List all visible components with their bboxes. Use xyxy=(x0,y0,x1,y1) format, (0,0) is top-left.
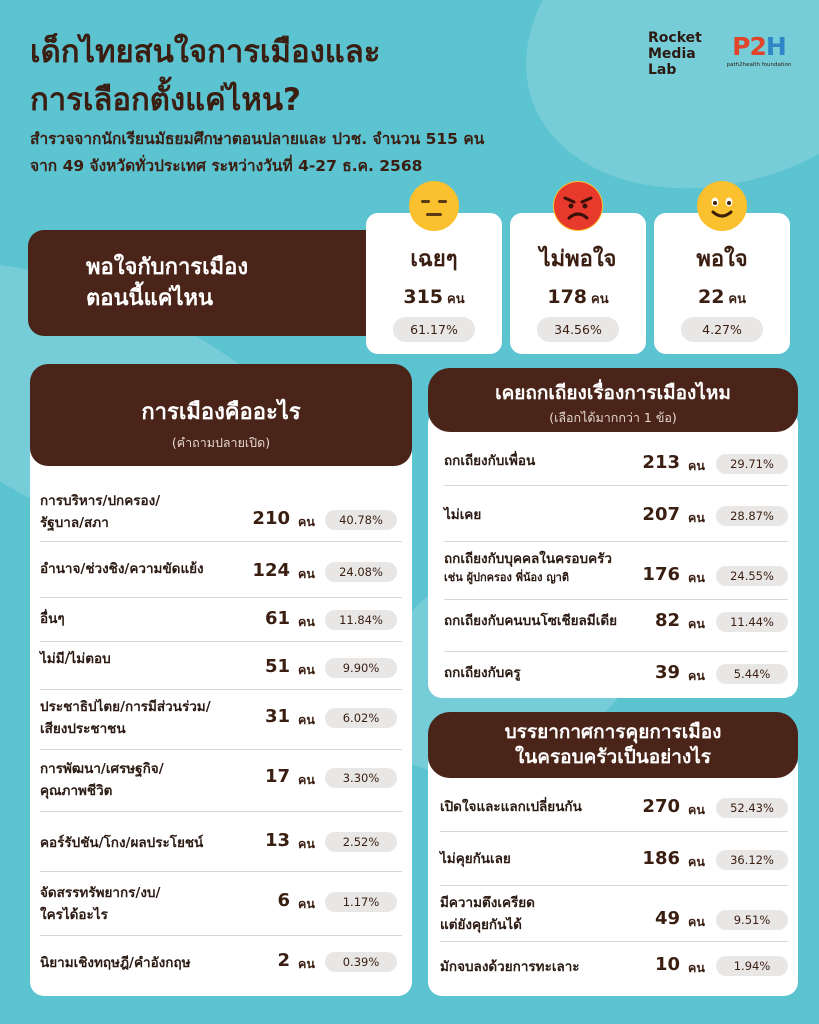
rocket-media-lab-logo xyxy=(648,30,718,78)
list-item-percent: 5.44% xyxy=(716,664,788,684)
satisfaction-percent: 34.56% xyxy=(537,317,619,342)
list-item-unit: คน xyxy=(298,836,315,851)
debate-heading: เคยถกเถียงเรื่องการเมืองไหม xyxy=(495,382,731,404)
politics-definition-header xyxy=(30,364,412,466)
list-item-label xyxy=(40,696,211,740)
satisfaction-count xyxy=(654,286,790,309)
list-item-count: 17 xyxy=(264,766,290,787)
p2h-logo-mark-p2: P2 xyxy=(732,32,766,61)
list-item-label-line-2: แต่ยังคุยกันได้ xyxy=(440,917,522,933)
list-item-label: ไม่มี/ไม่ตอบ xyxy=(40,651,111,667)
list-item-percent: 52.43% xyxy=(716,798,788,818)
list-item-label: เปิดใจและแลกเปลี่ยนกัน xyxy=(440,799,582,815)
satisfaction-count-unit: คน xyxy=(728,292,747,307)
list-item-label-line-1: ถกเถียงกับบุคคลในครอบครัว xyxy=(444,551,612,567)
list-item-count: 49 xyxy=(654,908,680,929)
list-item-label: อื่นๆ xyxy=(40,611,65,627)
list-item-label-line-1: มีความตึงเครียด xyxy=(440,895,535,911)
list-item-unit: คน xyxy=(688,616,705,631)
list-item-label-line-2: เช่น ผู้ปกครอง พี่น้อง ญาติ xyxy=(444,571,570,584)
list-item-count: 31 xyxy=(264,706,290,727)
list-item-count: 124 xyxy=(252,560,290,581)
list-item xyxy=(40,750,402,812)
list-item-unit: คน xyxy=(298,772,315,787)
list-item-label-line-2: ใครได้อะไร xyxy=(40,907,108,923)
list-item-unit: คน xyxy=(298,662,315,677)
satisfaction-percent: 4.27% xyxy=(681,317,763,342)
satisfaction-count-value: 315 xyxy=(403,286,444,308)
list-item xyxy=(444,436,788,486)
rml-logo-line-1: Rocket xyxy=(648,30,702,46)
list-item-unit: คน xyxy=(298,896,315,911)
list-item-label xyxy=(444,548,612,586)
list-item-label-line-1: การบริหาร/ปกครอง/ xyxy=(40,493,161,509)
list-item-unit: คน xyxy=(298,956,315,971)
list-item-unit: คน xyxy=(298,712,315,727)
list-item-count: 13 xyxy=(264,830,290,851)
list-item-percent: 40.78% xyxy=(325,510,397,530)
p2h-logo-mark-h: H xyxy=(765,32,786,61)
list-item xyxy=(444,542,788,600)
list-item xyxy=(444,652,788,696)
list-item xyxy=(444,600,788,652)
satisfaction-label: เฉยๆ xyxy=(410,247,458,272)
satisfaction-count xyxy=(510,286,646,309)
list-item xyxy=(40,598,402,642)
list-item xyxy=(440,782,788,832)
list-item xyxy=(40,812,402,872)
list-item-count: 207 xyxy=(642,504,680,525)
neutral-face-icon xyxy=(409,181,459,231)
list-item-label: ไม่เคย xyxy=(444,507,482,523)
list-item-label: มักจบลงด้วยการทะเลาะ xyxy=(440,959,580,975)
list-item-label: นิยามเชิงทฤษฎี/คำอังกฤษ xyxy=(40,955,191,971)
list-item-label-line-1: ประชาธิปไตย/การมีส่วนร่วม/ xyxy=(40,699,211,715)
list-item xyxy=(440,942,788,990)
family-heading-line-2: ในครอบครัวเป็นอย่างไร xyxy=(514,746,712,768)
list-item-unit: คน xyxy=(688,668,705,683)
list-item-percent: 9.90% xyxy=(325,658,397,678)
list-item-count: 270 xyxy=(642,796,680,817)
list-item-count: 213 xyxy=(642,452,680,473)
satisfaction-question xyxy=(86,252,366,314)
list-item xyxy=(444,486,788,542)
rml-logo-line-3: Lab xyxy=(648,62,677,78)
list-item-label xyxy=(40,882,160,926)
list-item-count: 51 xyxy=(264,656,290,677)
list-item-unit: คน xyxy=(688,510,705,525)
list-item-percent: 3.30% xyxy=(325,768,397,788)
page-subtitle xyxy=(30,126,630,180)
list-item-percent: 9.51% xyxy=(716,910,788,930)
debate-header xyxy=(428,368,798,432)
satisfaction-count-value: 22 xyxy=(697,286,725,308)
title-line-1: เด็กไทยสนใจการเมืองและ xyxy=(30,34,381,70)
list-item-percent: 29.71% xyxy=(716,454,788,474)
satisfaction-count-value: 178 xyxy=(547,286,588,308)
satisfaction-count-unit: คน xyxy=(447,292,465,307)
list-item-label: คอร์รัปชัน/โกง/ผลประโยชน์ xyxy=(40,835,204,851)
list-item xyxy=(440,886,788,942)
list-item-percent: 24.55% xyxy=(716,566,788,586)
satisfaction-count xyxy=(366,286,502,309)
satisfaction-question-line-2: ตอนนี้แค่ไหน xyxy=(86,286,214,311)
debate-subheading: (เลือกได้มากกว่า 1 ข้อ) xyxy=(549,410,677,425)
list-item xyxy=(40,936,402,990)
list-item-label-line-2: รัฐบาล/สภา xyxy=(40,515,109,531)
list-item-percent: 11.44% xyxy=(716,612,788,632)
smiling-face-icon xyxy=(697,181,747,231)
list-item-label xyxy=(40,490,160,534)
politics-definition-heading: การเมืองคืออะไร xyxy=(141,400,301,425)
family-header xyxy=(428,712,798,778)
list-item-unit: คน xyxy=(688,914,705,929)
list-item-percent: 6.02% xyxy=(325,708,397,728)
list-item xyxy=(40,642,402,690)
list-item-label-line-1: การพัฒนา/เศรษฐกิจ/ xyxy=(40,761,164,777)
list-item-percent: 0.39% xyxy=(325,952,397,972)
list-item-unit: คน xyxy=(688,802,705,817)
list-item-unit: คน xyxy=(298,566,315,581)
satisfaction-card-dissatisfied xyxy=(510,213,646,354)
list-item-unit: คน xyxy=(688,570,705,585)
list-item-unit: คน xyxy=(688,854,705,869)
list-item-count: 6 xyxy=(277,890,290,911)
list-item-label xyxy=(440,892,535,936)
list-item-count: 82 xyxy=(654,610,680,631)
family-heading-line-1: บรรยากาศการคุยการเมือง xyxy=(504,721,722,743)
list-item xyxy=(40,690,402,750)
list-item-label: ไม่คุยกันเลย xyxy=(440,851,511,867)
title-line-2: การเลือกตั้งแค่ไหน? xyxy=(30,82,301,118)
list-item-unit: คน xyxy=(298,614,315,629)
angry-face-icon xyxy=(553,181,603,231)
list-item-percent: 1.94% xyxy=(716,956,788,976)
list-item xyxy=(40,482,402,542)
list-item-unit: คน xyxy=(298,514,315,529)
list-item-label: ถกเถียงกับคนบนโซเชียลมีเดีย xyxy=(444,613,618,629)
list-item-percent: 28.87% xyxy=(716,506,788,526)
list-item-unit: คน xyxy=(688,458,705,473)
list-item-count: 176 xyxy=(642,564,680,585)
p2h-logo-subtitle: path2health foundation xyxy=(726,62,792,68)
path2health-logo xyxy=(724,32,794,68)
list-item-percent: 2.52% xyxy=(325,832,397,852)
list-item-label-line-2: คุณภาพชีวิต xyxy=(40,783,113,799)
list-item-label-line-1: จัดสรรทรัพยากร/งบ/ xyxy=(40,885,161,901)
satisfaction-count-unit: คน xyxy=(591,292,609,307)
satisfaction-question-line-1: พอใจกับการเมือง xyxy=(86,255,249,280)
list-item-unit: คน xyxy=(688,960,705,975)
list-item-count: 210 xyxy=(252,508,290,529)
list-item xyxy=(40,872,402,936)
satisfaction-card-neutral xyxy=(366,213,502,354)
list-item-count: 61 xyxy=(264,608,290,629)
list-item-label: ถกเถียงกับเพื่อน xyxy=(444,453,536,469)
list-item-percent: 36.12% xyxy=(716,850,788,870)
page-title xyxy=(30,28,590,124)
list-item-percent: 11.84% xyxy=(325,610,397,630)
list-item-count: 10 xyxy=(654,954,680,975)
list-item-count: 2 xyxy=(277,950,290,971)
list-item-count: 186 xyxy=(642,848,680,869)
p2h-logo-mark xyxy=(724,32,794,61)
satisfaction-label: พอใจ xyxy=(696,247,748,272)
rml-logo-line-2: Media xyxy=(648,46,696,62)
list-item-label: ถกเถียงกับครู xyxy=(444,665,521,681)
satisfaction-card-satisfied xyxy=(654,213,790,354)
list-item-label: อำนาจ/ช่วงชิง/ความขัดแย้ง xyxy=(40,561,204,577)
list-item xyxy=(40,542,402,598)
list-item-label xyxy=(40,758,164,802)
politics-definition-subheading: (คำถามปลายเปิด) xyxy=(171,435,271,450)
list-item-percent: 1.17% xyxy=(325,892,397,912)
satisfaction-label: ไม่พอใจ xyxy=(539,247,617,272)
list-item-label-line-2: เสียงประชาชน xyxy=(40,721,126,737)
subtitle-line-1: สำรวจจากนักเรียนมัธยมศึกษาตอนปลายและ ปวช. จำนวน 515 คน xyxy=(30,130,485,148)
subtitle-line-2: จาก 49 จังหวัดทั่วประเทศ ระหว่างวันที่ 4-27 ธ.ค. 2568 xyxy=(30,157,423,175)
satisfaction-percent: 61.17% xyxy=(393,317,475,342)
list-item xyxy=(440,832,788,886)
list-item-count: 39 xyxy=(654,662,680,683)
list-item-percent: 24.08% xyxy=(325,562,397,582)
